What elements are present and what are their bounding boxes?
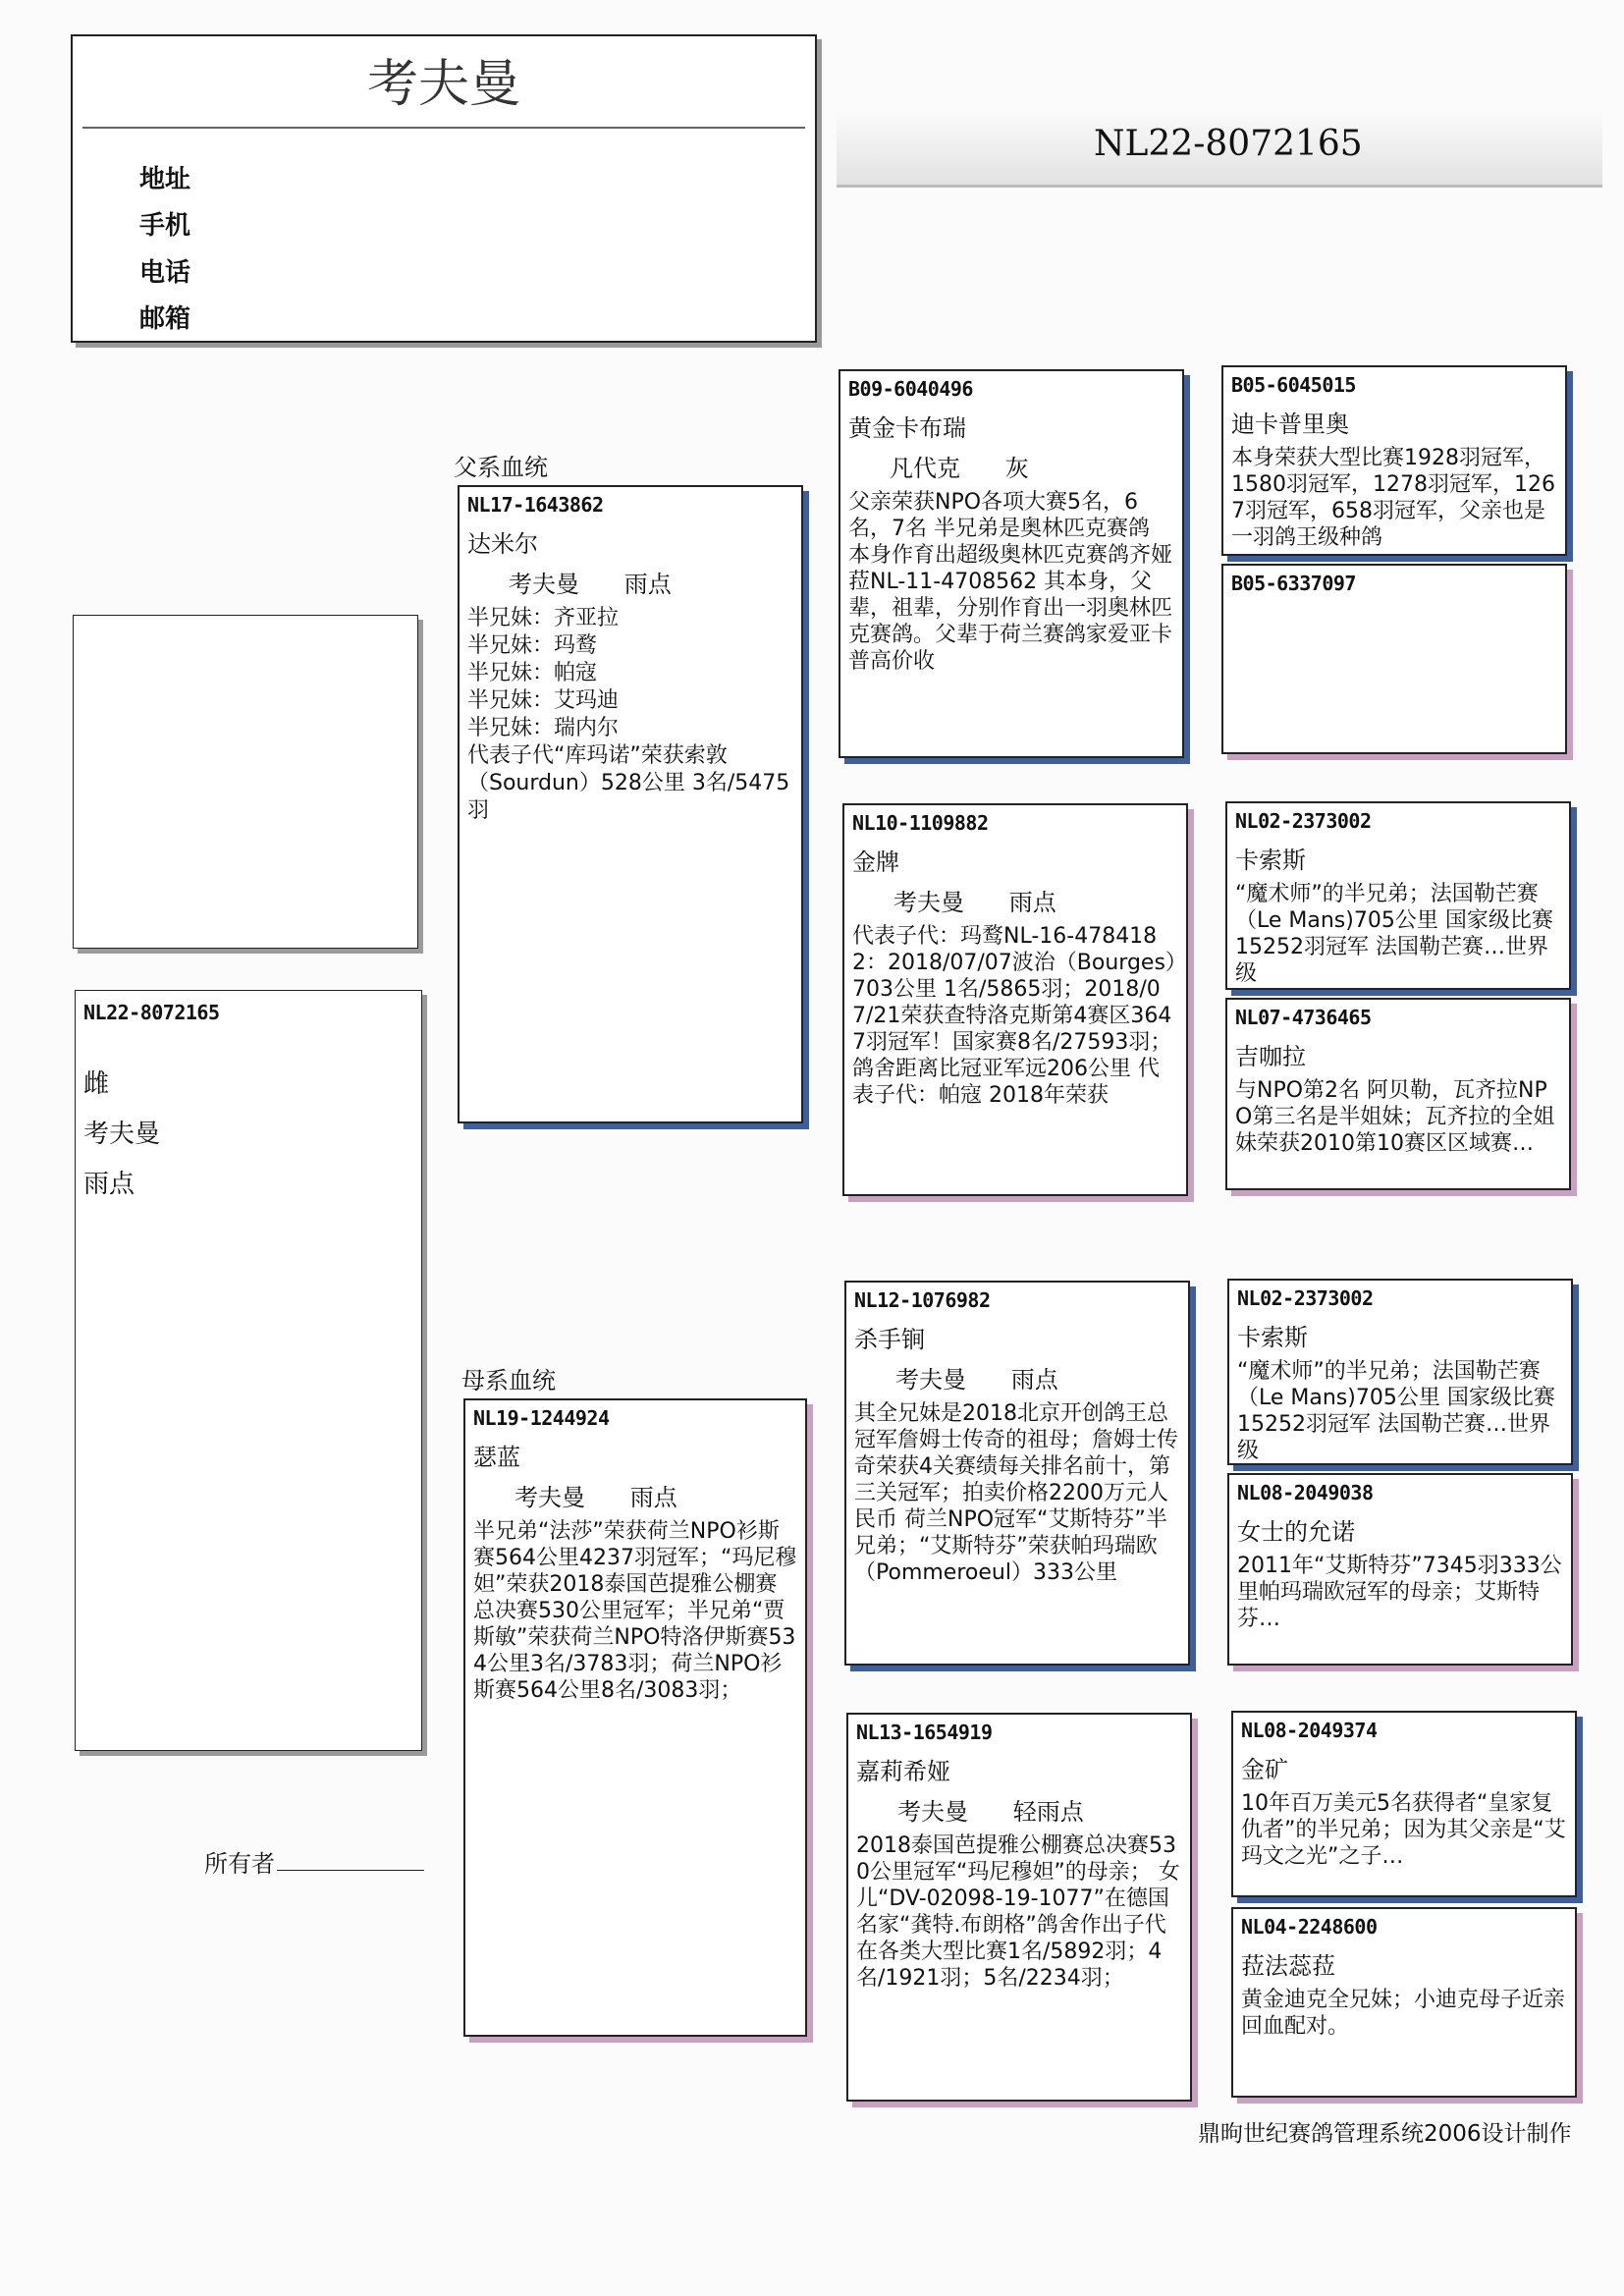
ggp-dds-description: 10年百万美元5名获得者“皇家复仇者”的半兄弟；因为其父亲是“艾玛文之光”之子… bbox=[1241, 1791, 1566, 1869]
grandsire-maternal-description: 其全兄妹是2018北京开创鸽王总冠军詹姆士传奇的祖母；詹姆士传奇荣获4关赛绩每关排名前十，第三关冠军；拍卖价格2200万元人民币 荷兰NPO冠军“艾斯特芬”半兄弟；“艾斯特芬”荣获帕玛瑞欧（Pommeroeul）333公里 bbox=[854, 1401, 1179, 1585]
ggp-sss-description: 本身荣获大型比赛1928羽冠军，1580羽冠军，1278羽冠军，1267羽冠军，658羽冠军，父亲也是一羽鸽王级种鸽 bbox=[1231, 446, 1555, 550]
ggp-dds-name: 金矿 bbox=[1241, 1756, 1288, 1783]
granddam-paternal-ring: NL10-1109882 bbox=[852, 811, 989, 835]
ggp-sdd-name: 吉咖拉 bbox=[1235, 1043, 1306, 1070]
owner-card bbox=[71, 34, 817, 343]
subject-strain: 考夫曼 bbox=[83, 1120, 161, 1149]
grandsire-paternal-strain: 凡代克 灰 bbox=[890, 455, 1029, 482]
dam-line-label: 母系血统 bbox=[461, 1367, 556, 1394]
grandsire-maternal-ring: NL12-1076982 bbox=[854, 1288, 991, 1312]
owner-signature-label: 所有者 bbox=[204, 1850, 275, 1878]
ggp-dsd-description: 2011年“艾斯特芬”7345羽333公里帕玛瑞欧冠军的母亲；艾斯特芬… bbox=[1237, 1554, 1562, 1631]
ggp-sds-description: “魔术师”的半兄弟；法国勒芒赛（Le Mans)705公里 国家级比赛15252羽冠军 法国勒芒赛…世界级 bbox=[1235, 882, 1553, 986]
dam-card bbox=[463, 1398, 807, 2037]
ggp-sss-ring: B05-6045015 bbox=[1231, 373, 1356, 397]
sire-sibling-line: 半兄妹：瑞内尔 bbox=[467, 716, 620, 740]
granddam-maternal-name: 嘉莉希娅 bbox=[856, 1758, 950, 1785]
ggp-sds-card bbox=[1225, 801, 1571, 990]
ggp-ddd-ring: NL04-2248600 bbox=[1241, 1915, 1378, 1939]
subject-ring: NL22-8072165 bbox=[83, 1001, 220, 1024]
grandsire-paternal-description: 父亲荣获NPO各项大赛5名，6名，7名 半兄弟是奥林匹克赛鸽 本身作育出超级奥林匹克赛鸽齐娅菈NL-11-4708562 其本身，父辈，祖辈，分别作育出一羽奥林匹克赛鸽。父辈于荷兰赛鸽家爱亚卡普高价收 bbox=[848, 490, 1173, 674]
footer-credit: 鼎昫世纪赛鸽管理系统2006设计制作 bbox=[1198, 2121, 1572, 2147]
granddam-maternal-description: 2018泰国芭提雅公棚赛总决赛530公里冠军“玛尼穆妲”的母亲； 女儿“DV-02098-19-1077”在德国名家“龚特.布朗格”鸽舍作出子代在各类大型比赛1名/5892羽；4名/1921羽；5名/2234羽； bbox=[856, 1833, 1180, 1991]
dam-strain-color: 考夫曼 雨点 bbox=[514, 1484, 677, 1511]
ggp-dsd-card bbox=[1227, 1473, 1573, 1666]
ggp-sdd-card bbox=[1225, 998, 1571, 1190]
dam-ring: NL19-1244924 bbox=[473, 1406, 610, 1430]
photo-frame bbox=[73, 615, 418, 949]
owner-divider bbox=[82, 127, 805, 129]
ggp-ssd-ring: B05-6337097 bbox=[1231, 572, 1356, 595]
ggp-dsd-ring: NL08-2049038 bbox=[1237, 1481, 1374, 1504]
ggp-dds-ring: NL08-2049374 bbox=[1241, 1719, 1378, 1742]
grandsire-paternal-ring: B09-6040496 bbox=[848, 377, 973, 401]
contact-phone-label: 电话 bbox=[139, 258, 191, 288]
grandsire-paternal-name: 黄金卡布瑞 bbox=[848, 414, 966, 442]
owner-signature-line bbox=[277, 1870, 424, 1871]
sire-card bbox=[458, 485, 803, 1123]
sire-ring: NL17-1643862 bbox=[467, 493, 604, 517]
ggp-dds-card bbox=[1231, 1711, 1577, 1897]
sire-sibling-line: 半兄妹：艾玛迪 bbox=[467, 688, 620, 713]
granddam-paternal-name: 金牌 bbox=[852, 848, 899, 876]
grandsire-paternal-card bbox=[839, 369, 1184, 758]
contact-email-label: 邮箱 bbox=[139, 304, 191, 334]
contact-address-label: 地址 bbox=[139, 165, 191, 194]
sire-name: 达米尔 bbox=[467, 530, 538, 558]
dam-description: 半兄弟“法莎”荣获荷兰NPO衫斯赛564公里4237羽冠军；“玛尼穆妲”荣获2018泰国芭提雅公棚赛总决赛530公里冠军；半兄弟“贾斯敏”荣获荷兰NPO特洛伊斯赛534公里3名/3783羽；荷兰NPO衫斯赛564公里8名/3083羽； bbox=[473, 1519, 797, 1703]
ggp-ssd-card bbox=[1221, 564, 1567, 754]
contact-mobile-label: 手机 bbox=[139, 211, 191, 241]
ggp-dss-description: “魔术师”的半兄弟；法国勒芒赛（Le Mans)705公里 国家级比赛15252羽冠军 法国勒芒赛…世界级 bbox=[1237, 1359, 1555, 1463]
grandsire-maternal-strain: 考夫曼 雨点 bbox=[895, 1366, 1058, 1394]
granddam-paternal-strain: 考夫曼 雨点 bbox=[893, 889, 1056, 916]
grandsire-maternal-name: 杀手锏 bbox=[854, 1326, 925, 1353]
main-ring-number: NL22-8072165 bbox=[1094, 124, 1363, 164]
ggp-ddd-description: 黄金迪克全兄妹；小迪克母子近亲回血配对。 bbox=[1241, 1988, 1566, 2039]
granddam-paternal-card bbox=[842, 803, 1188, 1196]
granddam-maternal-card bbox=[846, 1713, 1192, 2102]
dam-name: 瑟蓝 bbox=[473, 1444, 520, 1471]
sire-sibling-line: 半兄妹：齐亚拉 bbox=[467, 606, 620, 630]
sire-strain-color: 考夫曼 雨点 bbox=[509, 571, 672, 598]
sire-line-label: 父系血统 bbox=[454, 454, 548, 481]
main-ring-banner bbox=[837, 110, 1602, 188]
ggp-sdd-description: 与NPO第2名 阿贝勒，瓦齐拉NPO第三名是半姐妹；瓦齐拉的全姐妹荣获2010第10赛区区域赛… bbox=[1235, 1078, 1555, 1156]
ggp-dss-name: 卡索斯 bbox=[1237, 1324, 1308, 1351]
sire-sibling-line: 半兄妹：帕寇 bbox=[467, 661, 598, 685]
sire-sibling-line: 半兄妹：玛鹜 bbox=[467, 633, 598, 658]
ggp-dss-card bbox=[1227, 1279, 1573, 1465]
subject-sex: 雌 bbox=[83, 1069, 110, 1099]
granddam-paternal-description: 代表子代：玛鹜NL-16-4784182：2018/07/07波治（Bourges）703公里 1名/5865羽；2018/07/21荣获查特洛克斯第4赛区3647羽冠军！国家赛8名/27593羽；鸽舍距离比冠亚军远206公里 代表子代：帕寇 2018年荣获 bbox=[852, 924, 1176, 1108]
ggp-ddd-name: 菈法蕊菈 bbox=[1241, 1952, 1335, 1980]
subject-color: 雨点 bbox=[83, 1170, 135, 1199]
ggp-ddd-card bbox=[1231, 1907, 1577, 2098]
ggp-dss-ring: NL02-2373002 bbox=[1237, 1286, 1374, 1310]
subject-card bbox=[75, 990, 422, 1751]
granddam-maternal-strain: 考夫曼 轻雨点 bbox=[897, 1798, 1084, 1826]
ggp-sds-ring: NL02-2373002 bbox=[1235, 809, 1372, 833]
owner-name: 考夫曼 bbox=[366, 55, 520, 114]
ggp-sss-name: 迪卡普里奥 bbox=[1231, 410, 1349, 438]
granddam-maternal-ring: NL13-1654919 bbox=[856, 1721, 993, 1744]
ggp-dsd-name: 女士的允诺 bbox=[1237, 1518, 1355, 1546]
grandsire-maternal-card bbox=[844, 1281, 1190, 1666]
ggp-sss-card bbox=[1221, 365, 1567, 556]
ggp-sdd-ring: NL07-4736465 bbox=[1235, 1006, 1372, 1029]
sire-offspring-line: 代表子代“库玛诺”荣获索敦（Sourdun）528公里 3名/5475羽 bbox=[467, 743, 790, 823]
ggp-sds-name: 卡索斯 bbox=[1235, 847, 1306, 874]
